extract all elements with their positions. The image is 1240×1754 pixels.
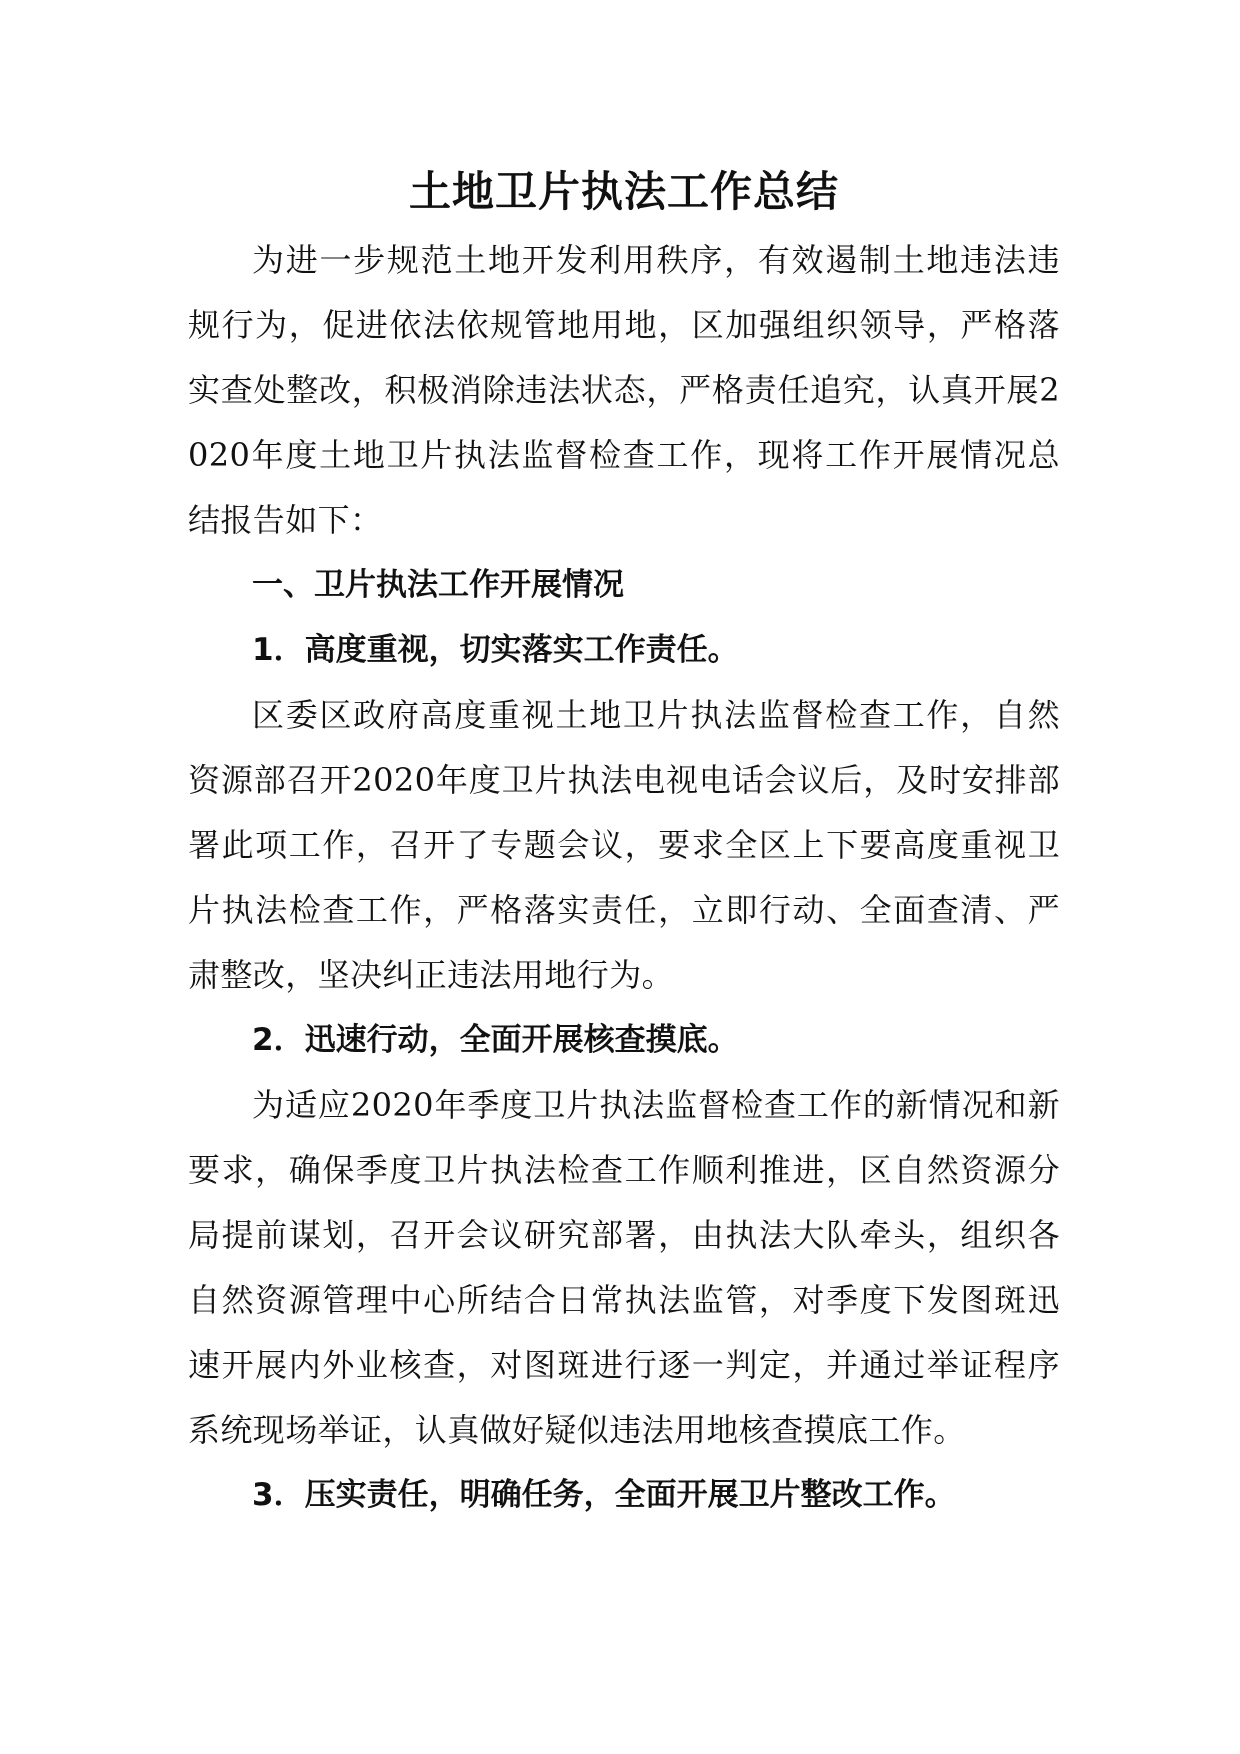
item-1-heading: 1．高度重视，切实落实工作责任。	[252, 632, 739, 668]
section-1-heading: 一、卫片执法工作开展情况	[252, 567, 624, 603]
document-title: 土地卫片执法工作总结	[408, 167, 839, 216]
item-2-heading: 2．迅速行动，全面开展核查摸底。	[252, 1022, 739, 1058]
document-body	[188, 160, 1060, 1528]
intro-paragraph: 为进一步规范土地开发利用秩序，有效遏制土地违法违规行为，促进依法依规管地用地，区加强组织领导，严格落实查处整改，积极消除违法状态，严格责任追究，认真开展2020年度土地卫片执法监督检查工作，现将工作开展情况总结报告如下：	[188, 241, 1060, 539]
item-3-heading: 3．压实责任，明确任务，全面开展卫片整改工作。	[252, 1477, 956, 1513]
item-1-paragraph: 区委区政府高度重视土地卫片执法监督检查工作，自然资源部召开2020年度卫片执法电视电话会议后，及时安排部署此项工作，召开了专题会议，要求全区上下要高度重视卫片执法检查工作，严格落实责任，立即行动、全面查清、严肃整改，坚决纠正违法用地行为。	[188, 696, 1060, 994]
item-2-paragraph: 为适应2020年季度卫片执法监督检查工作的新情况和新要求，确保季度卫片执法检查工作顺利推进，区自然资源分局提前谋划，召开会议研究部署，由执法大队牵头，组织各自然资源管理中心所结合日常执法监管，对季度下发图斑迅速开展内外业核查，对图斑进行逐一判定，并通过举证程序系统现场举证，认真做好疑似违法用地核查摸底工作。	[188, 1086, 1060, 1449]
